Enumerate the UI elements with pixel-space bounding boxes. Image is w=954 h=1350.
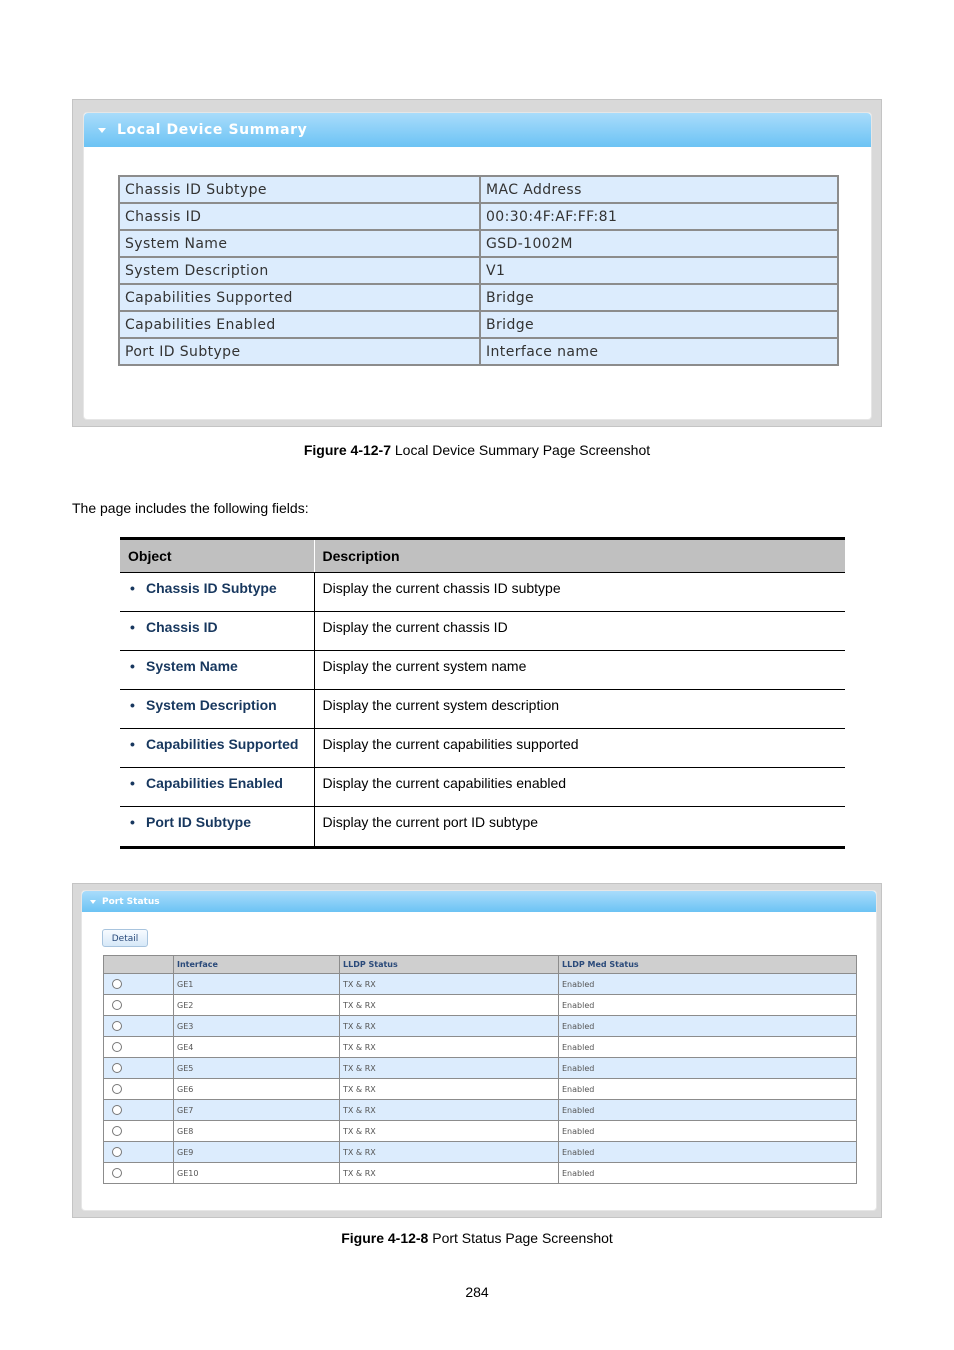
select-cell bbox=[104, 1016, 174, 1037]
object-name: System Name bbox=[146, 658, 238, 674]
figure-text: Local Device Summary Page Screenshot bbox=[394, 442, 651, 458]
figure-caption-1 bbox=[0, 442, 954, 458]
summary-row bbox=[119, 284, 838, 311]
interface-cell: GE5 bbox=[174, 1058, 340, 1079]
port-radio[interactable] bbox=[112, 979, 122, 989]
bullet-icon: • bbox=[130, 580, 135, 596]
object-cell bbox=[120, 690, 314, 729]
object-cell bbox=[120, 573, 314, 612]
port-radio[interactable] bbox=[112, 1105, 122, 1115]
summary-row bbox=[119, 338, 838, 365]
summary-value: Interface name bbox=[480, 338, 838, 365]
summary-row bbox=[119, 311, 838, 338]
table-row bbox=[104, 1016, 857, 1037]
local-summary-table bbox=[118, 175, 839, 366]
summary-label: Port ID Subtype bbox=[119, 338, 480, 365]
interface-cell: GE2 bbox=[174, 995, 340, 1016]
select-cell bbox=[104, 1142, 174, 1163]
select-header bbox=[104, 956, 174, 974]
figure-text: Port Status Page Screenshot bbox=[432, 1230, 613, 1246]
table-row bbox=[104, 1142, 857, 1163]
lldp-status-cell: TX & RX bbox=[340, 1016, 559, 1037]
description-cell: Display the current system description bbox=[314, 690, 845, 729]
object-cell bbox=[120, 768, 314, 807]
lldp-status-cell: TX & RX bbox=[340, 1058, 559, 1079]
object-cell bbox=[120, 612, 314, 651]
table-row bbox=[120, 690, 845, 729]
table-row bbox=[120, 729, 845, 768]
description-cell: Display the current capabilities enabled bbox=[314, 768, 845, 807]
summary-value: MAC Address bbox=[480, 176, 838, 203]
fields-table bbox=[120, 537, 845, 849]
lldp-med-status-cell: Enabled bbox=[559, 1058, 857, 1079]
port-radio[interactable] bbox=[112, 1000, 122, 1010]
summary-row bbox=[119, 257, 838, 284]
lldp-status-cell: TX & RX bbox=[340, 1079, 559, 1100]
description-cell: Display the current chassis ID subtype bbox=[314, 573, 845, 612]
select-cell bbox=[104, 1121, 174, 1142]
lldp-med-status-cell: Enabled bbox=[559, 1121, 857, 1142]
bullet-icon: • bbox=[130, 697, 135, 713]
lldp-status-cell: TX & RX bbox=[340, 1142, 559, 1163]
bullet-icon: • bbox=[130, 736, 135, 752]
lldp-status-cell: TX & RX bbox=[340, 1100, 559, 1121]
port-status-screenshot bbox=[72, 883, 882, 1218]
select-cell bbox=[104, 1037, 174, 1058]
interface-header: Interface bbox=[174, 956, 340, 974]
object-cell bbox=[120, 651, 314, 690]
lldp-med-status-cell: Enabled bbox=[559, 1100, 857, 1121]
select-cell bbox=[104, 1058, 174, 1079]
table-row bbox=[120, 573, 845, 612]
local-device-summary-screenshot bbox=[72, 99, 882, 427]
interface-cell: GE1 bbox=[174, 974, 340, 995]
port-status-table bbox=[103, 955, 857, 1184]
lldp-status-cell: TX & RX bbox=[340, 1121, 559, 1142]
object-name: System Description bbox=[146, 697, 277, 713]
lldp-med-status-cell: Enabled bbox=[559, 1079, 857, 1100]
port-radio[interactable] bbox=[112, 1147, 122, 1157]
lldp-med-status-header: LLDP Med Status bbox=[559, 956, 857, 974]
detail-button[interactable]: Detail bbox=[102, 929, 148, 947]
table-row bbox=[104, 1079, 857, 1100]
select-cell bbox=[104, 1163, 174, 1184]
object-name: Capabilities Supported bbox=[146, 736, 299, 752]
object-name: Capabilities Enabled bbox=[146, 775, 283, 791]
port-radio[interactable] bbox=[112, 1042, 122, 1052]
lldp-status-cell: TX & RX bbox=[340, 1163, 559, 1184]
panel-title: Port Status bbox=[102, 897, 160, 907]
summary-value: V1 bbox=[480, 257, 838, 284]
select-cell bbox=[104, 995, 174, 1016]
interface-cell: GE10 bbox=[174, 1163, 340, 1184]
object-cell bbox=[120, 729, 314, 768]
intro-paragraph: The page includes the following fields: bbox=[72, 500, 309, 516]
table-row bbox=[104, 974, 857, 995]
page-number: 284 bbox=[465, 1284, 489, 1300]
summary-row bbox=[119, 230, 838, 257]
table-row bbox=[120, 768, 845, 807]
object-cell bbox=[120, 807, 314, 848]
object-name: Chassis ID bbox=[146, 619, 218, 635]
lldp-status-cell: TX & RX bbox=[340, 995, 559, 1016]
interface-cell: GE4 bbox=[174, 1037, 340, 1058]
summary-label: System Name bbox=[119, 230, 480, 257]
summary-value: GSD-1002M bbox=[480, 230, 838, 257]
table-row bbox=[104, 1163, 857, 1184]
lldp-med-status-cell: Enabled bbox=[559, 1037, 857, 1058]
port-radio[interactable] bbox=[112, 1168, 122, 1178]
description-cell: Display the current capabilities supported bbox=[314, 729, 845, 768]
summary-label: System Description bbox=[119, 257, 480, 284]
collapse-triangle-icon[interactable] bbox=[98, 128, 106, 133]
summary-label: Capabilities Supported bbox=[119, 284, 480, 311]
lldp-med-status-cell: Enabled bbox=[559, 974, 857, 995]
port-radio[interactable] bbox=[112, 1126, 122, 1136]
summary-label: Chassis ID Subtype bbox=[119, 176, 480, 203]
port-header-row bbox=[104, 956, 857, 974]
bullet-icon: • bbox=[130, 775, 135, 791]
panel-title: Local Device Summary bbox=[117, 122, 308, 138]
fields-header-row bbox=[120, 539, 845, 573]
collapse-triangle-icon[interactable] bbox=[90, 900, 96, 904]
panel-title-bar[interactable] bbox=[84, 113, 871, 147]
lldp-status-cell: TX & RX bbox=[340, 974, 559, 995]
select-cell bbox=[104, 1079, 174, 1100]
summary-row bbox=[119, 176, 838, 203]
table-row bbox=[104, 1058, 857, 1079]
figure-caption-2 bbox=[0, 1230, 954, 1246]
table-row bbox=[104, 1037, 857, 1058]
port-radio[interactable] bbox=[112, 1084, 122, 1094]
select-cell bbox=[104, 1100, 174, 1121]
lldp-med-status-cell: Enabled bbox=[559, 1163, 857, 1184]
summary-label: Capabilities Enabled bbox=[119, 311, 480, 338]
port-status-panel bbox=[81, 890, 877, 1211]
bullet-icon: • bbox=[130, 619, 135, 635]
port-radio[interactable] bbox=[112, 1021, 122, 1031]
local-device-summary-panel bbox=[83, 112, 872, 420]
object-name: Chassis ID Subtype bbox=[146, 580, 277, 596]
interface-cell: GE6 bbox=[174, 1079, 340, 1100]
interface-cell: GE8 bbox=[174, 1121, 340, 1142]
summary-value: 00:30:4F:AF:FF:81 bbox=[480, 203, 838, 230]
bullet-icon: • bbox=[130, 814, 135, 830]
table-row bbox=[120, 612, 845, 651]
figure-number: Figure 4-12-8 bbox=[341, 1230, 429, 1246]
summary-value: Bridge bbox=[480, 311, 838, 338]
lldp-med-status-cell: Enabled bbox=[559, 995, 857, 1016]
object-name: Port ID Subtype bbox=[146, 814, 252, 830]
summary-value: Bridge bbox=[480, 284, 838, 311]
summary-row bbox=[119, 203, 838, 230]
lldp-med-status-cell: Enabled bbox=[559, 1142, 857, 1163]
lldp-status-header: LLDP Status bbox=[340, 956, 559, 974]
select-cell bbox=[104, 974, 174, 995]
table-row bbox=[120, 651, 845, 690]
interface-cell: GE3 bbox=[174, 1016, 340, 1037]
object-header: Object bbox=[120, 539, 314, 573]
summary-label: Chassis ID bbox=[119, 203, 480, 230]
panel-title-bar[interactable] bbox=[82, 891, 876, 912]
description-header: Description bbox=[314, 539, 845, 573]
description-cell: Display the current port ID subtype bbox=[314, 807, 845, 848]
table-row bbox=[104, 995, 857, 1016]
port-radio[interactable] bbox=[112, 1063, 122, 1073]
table-row bbox=[104, 1121, 857, 1142]
interface-cell: GE7 bbox=[174, 1100, 340, 1121]
lldp-status-cell: TX & RX bbox=[340, 1037, 559, 1058]
interface-cell: GE9 bbox=[174, 1142, 340, 1163]
description-cell: Display the current system name bbox=[314, 651, 845, 690]
table-row bbox=[104, 1100, 857, 1121]
table-row bbox=[120, 807, 845, 848]
bullet-icon: • bbox=[130, 658, 135, 674]
lldp-med-status-cell: Enabled bbox=[559, 1016, 857, 1037]
figure-number: Figure 4-12-7 bbox=[303, 442, 391, 458]
description-cell: Display the current chassis ID bbox=[314, 612, 845, 651]
